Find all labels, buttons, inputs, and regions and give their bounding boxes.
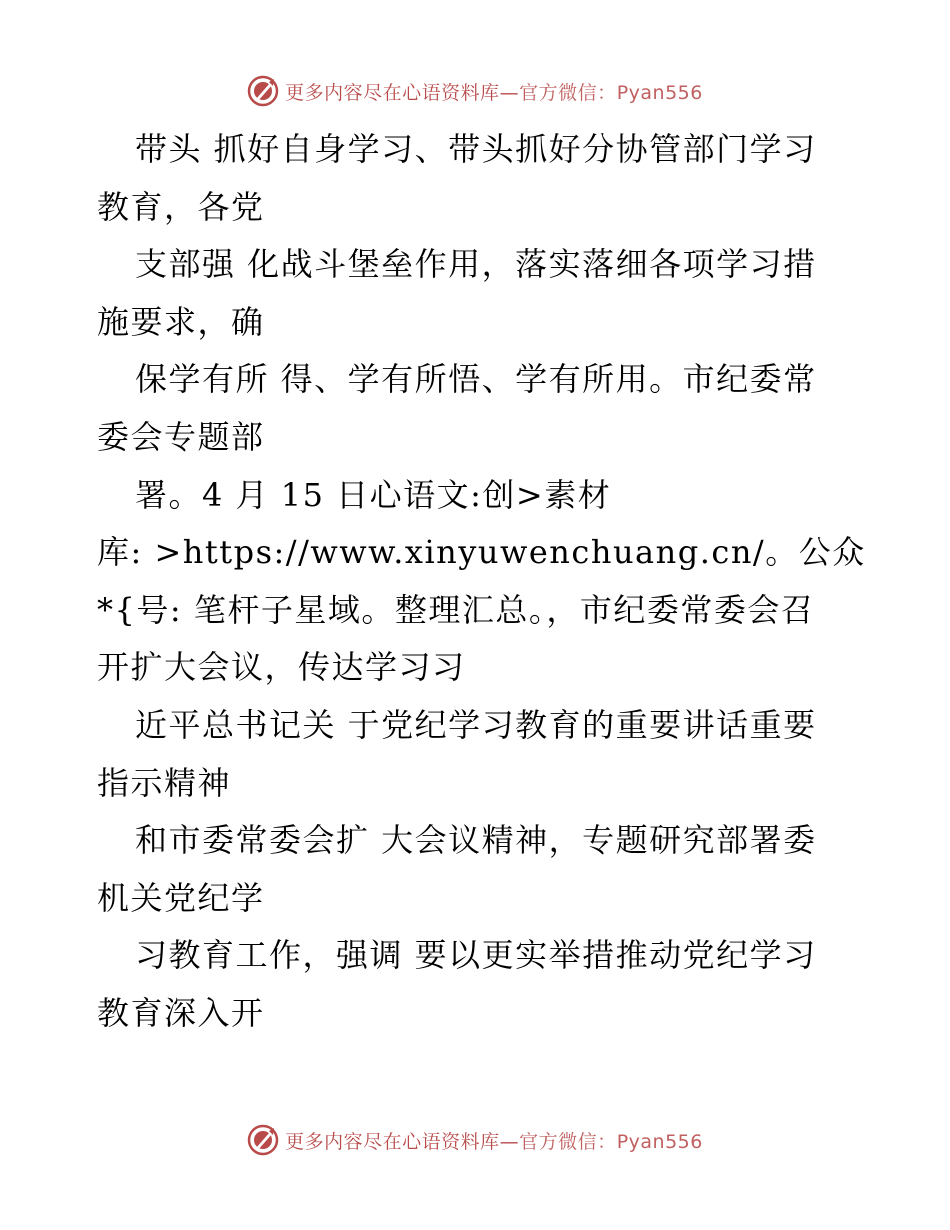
body-line: 习教育工作，强调 要以更实举措推动党纪学习: [135, 936, 817, 975]
header-watermark-banner: [0, 71, 950, 111]
body-line: 教育深入开: [97, 993, 265, 1032]
footer-banner-text: 更多内容尽在心语资料库—官方微信：Pyan556: [285, 1130, 703, 1153]
header-banner-text: 更多内容尽在心语资料库—官方微信：Pyan556: [285, 81, 703, 104]
footer-watermark-banner: [0, 1120, 950, 1160]
pen-logo-icon: [247, 1124, 279, 1156]
body-line: 近平总书记关 于党纪学习教育的重要讲话重要: [135, 705, 817, 744]
body-line: 带头 抓好自身学习、带头抓好分协管部门学习: [135, 130, 817, 168]
body-line: 库: >https://www.xinyuwenchuang.cn/。公众: [97, 533, 866, 572]
document-body: [97, 121, 866, 1043]
body-line: 和市委常委会扩 大会议精神，专题研究部署委: [135, 821, 817, 860]
body-line: 施要求，确: [97, 302, 265, 341]
body-line: 教育，各党: [97, 187, 265, 226]
body-line: 保学有所 得、学有所悟、学有所用。市纪委常: [135, 360, 817, 399]
body-line: 支部强 化战斗堡垒作用，落实落细各项学习措: [135, 245, 817, 284]
body-line: *{号: 笔杆子星域。整理汇总。，市纪委常委会召: [97, 590, 815, 629]
pen-logo-icon: [247, 75, 279, 107]
body-line: 机关党纪学: [97, 878, 265, 917]
body-line: 指示精神: [97, 763, 232, 802]
body-line: 署。4 月 15 日心语文:创>素材: [135, 475, 612, 514]
body-line: 委会专题部: [97, 417, 265, 456]
body-line: 开扩大会议，传达学习习: [97, 648, 466, 687]
